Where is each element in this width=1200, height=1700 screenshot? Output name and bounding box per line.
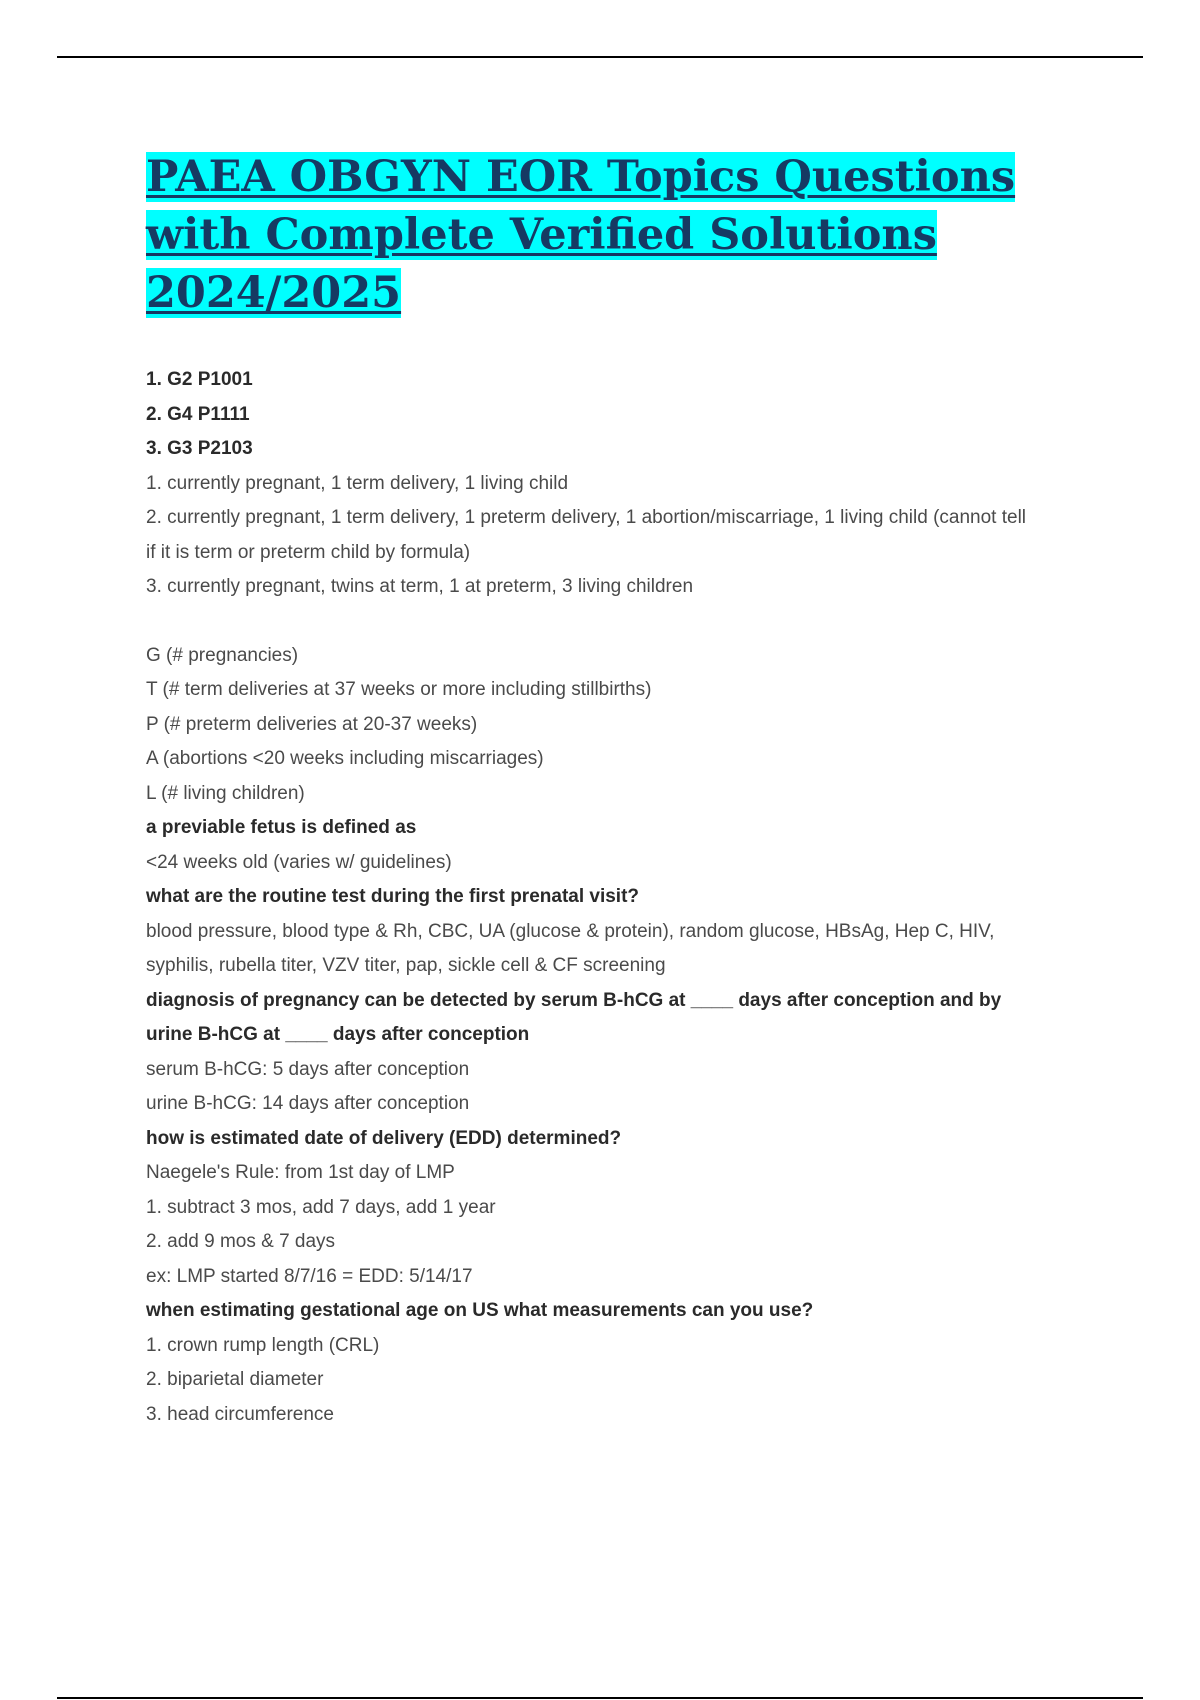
answer-line: T (# term deliveries at 37 weeks or more including stillbirths) bbox=[146, 679, 652, 700]
question-line: 2. G4 P1111 bbox=[146, 403, 250, 425]
answer-line: 2. add 9 mos & 7 days bbox=[146, 1231, 336, 1252]
blank-line bbox=[146, 605, 1106, 639]
answer-line: A (abortions <20 weeks including miscarriages) bbox=[146, 748, 544, 769]
answer-line: G (# pregnancies) bbox=[146, 644, 299, 666]
document-body bbox=[146, 363, 1106, 1432]
answer-line: 2. currently pregnant, 1 term delivery, 1 preterm delivery, 1 abortion/miscarriage, 1 living child (cannot tell bbox=[146, 507, 1027, 528]
question-line: 3. G3 P2103 bbox=[146, 438, 253, 459]
answer-line: urine B-hCG: 14 days after conception bbox=[146, 1093, 470, 1114]
answer-line: Naegele's Rule: from 1st day of LMP bbox=[146, 1162, 455, 1183]
answer-line: ex: LMP started 8/7/16 = EDD: 5/14/17 bbox=[146, 1265, 473, 1287]
answer-line: 1. crown rump length (CRL) bbox=[146, 1334, 380, 1356]
answer-line: L (# living children) bbox=[146, 782, 305, 804]
answer-line: serum B-hCG: 5 days after conception bbox=[146, 1058, 470, 1080]
answer-line: 3. currently pregnant, twins at term, 1 at preterm, 3 living children bbox=[146, 576, 694, 597]
answer-line: 1. currently pregnant, 1 term delivery, 1 living child bbox=[146, 472, 569, 494]
answer-line: P (# preterm deliveries at 20-37 weeks) bbox=[146, 713, 478, 735]
top-rule bbox=[57, 56, 1143, 58]
answer-line: 2. biparietal diameter bbox=[146, 1369, 324, 1390]
answer-line: blood pressure, blood type & Rh, CBC, UA (glucose & protein), random glucose, HBsAg, Hep C, HIV, bbox=[146, 920, 995, 942]
question-line: urine B-hCG at ____ days after conception bbox=[146, 1024, 530, 1045]
document-title bbox=[146, 148, 1086, 322]
bottom-rule bbox=[57, 1697, 1143, 1699]
question-line: what are the routine test during the first prenatal visit? bbox=[146, 886, 640, 907]
answer-line: 1. subtract 3 mos, add 7 days, add 1 year bbox=[146, 1196, 496, 1218]
question-line: 1. G2 P1001 bbox=[146, 369, 253, 390]
answer-line: <24 weeks old (varies w/ guidelines) bbox=[146, 851, 452, 873]
answer-line: 3. head circumference bbox=[146, 1403, 334, 1425]
question-line: diagnosis of pregnancy can be detected by serum B-hCG at ____ days after conception and by bbox=[146, 989, 1002, 1011]
question-line: how is estimated date of delivery (EDD) determined? bbox=[146, 1127, 622, 1149]
question-line: a previable fetus is defined as bbox=[146, 817, 417, 838]
document-title-text: PAEA OBGYN EOR Topics Questions with Complete Verified Solutions 2024/2025 bbox=[146, 152, 1016, 318]
answer-line: if it is term or preterm child by formula) bbox=[146, 541, 471, 563]
answer-line: syphilis, rubella titer, VZV titer, pap, sickle cell & CF screening bbox=[146, 955, 666, 976]
question-line: when estimating gestational age on US what measurements can you use? bbox=[146, 1300, 814, 1321]
